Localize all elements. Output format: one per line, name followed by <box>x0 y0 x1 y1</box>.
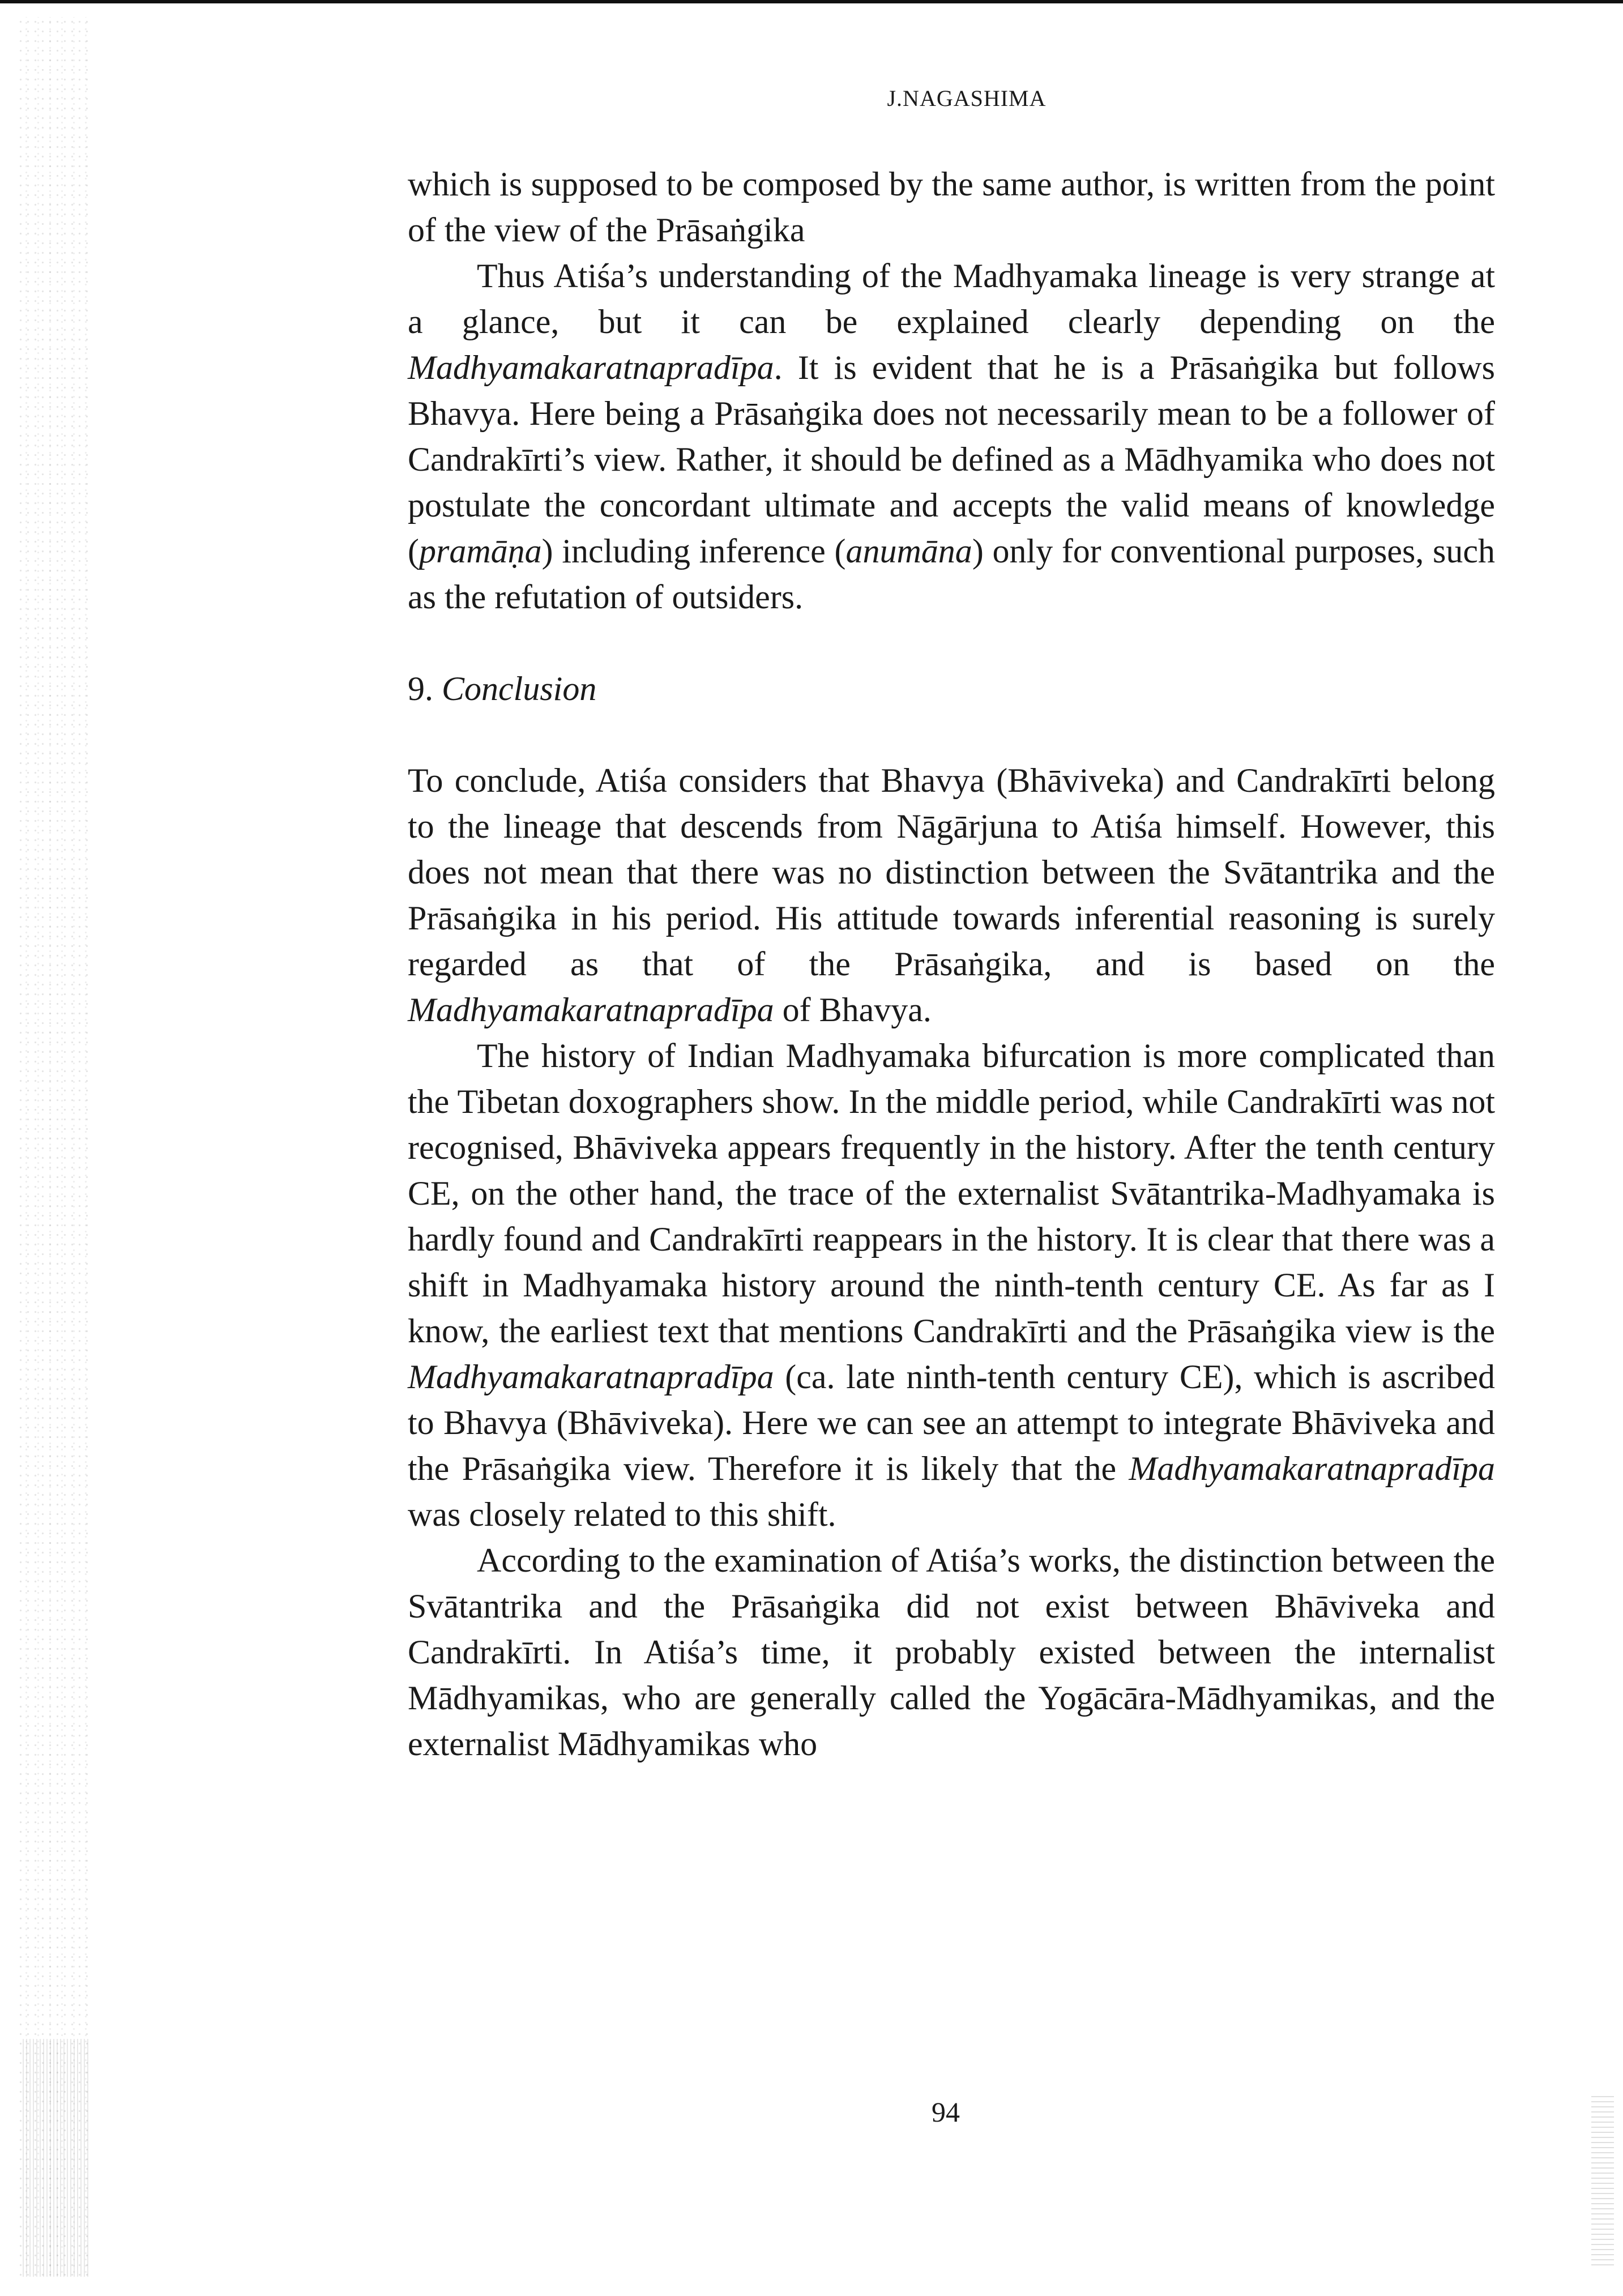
paragraph-2-italic-title: Madhyamakaratnapradīpa <box>408 349 774 386</box>
paragraph-3-italic-title: Madhyamakaratnapradīpa <box>408 991 774 1028</box>
paragraph-3-text-2: of Bhavya. <box>774 991 932 1028</box>
paragraph-2 <box>408 253 1495 620</box>
paragraph-3-text-1: To conclude, Atiśa considers that Bhavya (Bhāviveka) and Candrakīrti belong to the lineage that descends from Nāgārjuna to Atiśa himself. However, this does not mean that there was no distinction between the Svātantrika and the Prāsaṅgika in his period. His attitude towards inferential reasoning is surely regarded as that of the Prāsaṅgika, and is based on the <box>408 762 1495 983</box>
paragraph-2-text-1: Thus Atiśa’s understanding of the Madhyamaka lineage is very strange at a glance, but it can be explained clearly depending on the <box>408 257 1495 340</box>
section-heading <box>408 666 1495 712</box>
text-column <box>408 161 1495 1767</box>
paragraph-1-text: which is supposed to be composed by the same author, is written from the point of the view of the Prāsaṅgika <box>408 165 1495 249</box>
paragraph-5 <box>408 1538 1495 1767</box>
paragraph-4-text-2: (ca. late ninth-tenth century CE), which is ascribed to Bhavya (Bhāviveka). Here we can see an attempt to integrate Bhāviveka and the Prāsaṅgika view. Therefore it is likely that the <box>408 1358 1495 1487</box>
page-number: 94 <box>932 2096 960 2128</box>
paragraph-2-italic-pramana: pramāṇa <box>418 532 542 570</box>
paragraph-4-text-3: was closely related to this shift. <box>408 1496 836 1533</box>
paragraph-4-italic-title-1: Madhyamakaratnapradīpa <box>408 1358 774 1395</box>
scan-noise-right-bottom <box>1591 2096 1614 2265</box>
paragraph-4-italic-title-2: Madhyamakaratnapradīpa <box>1129 1450 1495 1487</box>
paragraph-2-text-4: ) only for conventional purposes, such as the refutation of outsiders. <box>408 532 1495 616</box>
paragraph-4 <box>408 1033 1495 1538</box>
paragraph-5-text: According to the examination of Atiśa’s works, the distinction between the Svātantrika and the Prāsaṅgika did not exist between Bhāviveka and Candrakīrti. In Atiśa’s time, it probably existed between the internalist Mādhyamikas, who are generally called the Yogācāra-Mādhyamikas, and the externalist Mādhyamikas who <box>408 1542 1495 1762</box>
scan-noise-left-margin <box>17 17 91 2277</box>
section-number: 9. <box>408 670 433 707</box>
paragraph-2-text-3: ) including inference ( <box>541 532 846 570</box>
paragraph-4-text-1: The history of Indian Madhyamaka bifurcation is more complicated than the Tibetan doxographers show. In the middle period, while Candrakīrti was not recognised, Bhāviveka appears frequently in the history. After the tenth century CE, on the other hand, the trace of the externalist Svātantrika-Madhyamaka is hardly found and Candrakīrti reappears in the history. It is clear that there was a shift in Madhyamaka history around the ninth-tenth century CE. As far as I know, the earliest text that mentions Candrakīrti and the Prāsaṅgika view is the <box>408 1037 1495 1350</box>
paragraph-2-text-2: . It is evident that he is a Prāsaṅgika but follows Bhavya. Here being a Prāsaṅgika does not necessarily mean to be a follower of Candrakīrti’s view. Rather, it should be defined as a Mādhyamika who does not postulate the concordant ultimate and accepts the valid means of knowledge ( <box>408 349 1495 570</box>
paragraph-1 <box>408 161 1495 253</box>
paragraph-3 <box>408 758 1495 1033</box>
paragraph-2-italic-anumana: anumāna <box>845 532 972 570</box>
running-head-author: J.NAGASHIMA <box>887 86 1047 111</box>
scan-noise-left-bottom <box>23 2039 91 2277</box>
running-head <box>0 85 1623 112</box>
scan-top-edge <box>0 0 1623 3</box>
section-title: Conclusion <box>442 670 597 707</box>
